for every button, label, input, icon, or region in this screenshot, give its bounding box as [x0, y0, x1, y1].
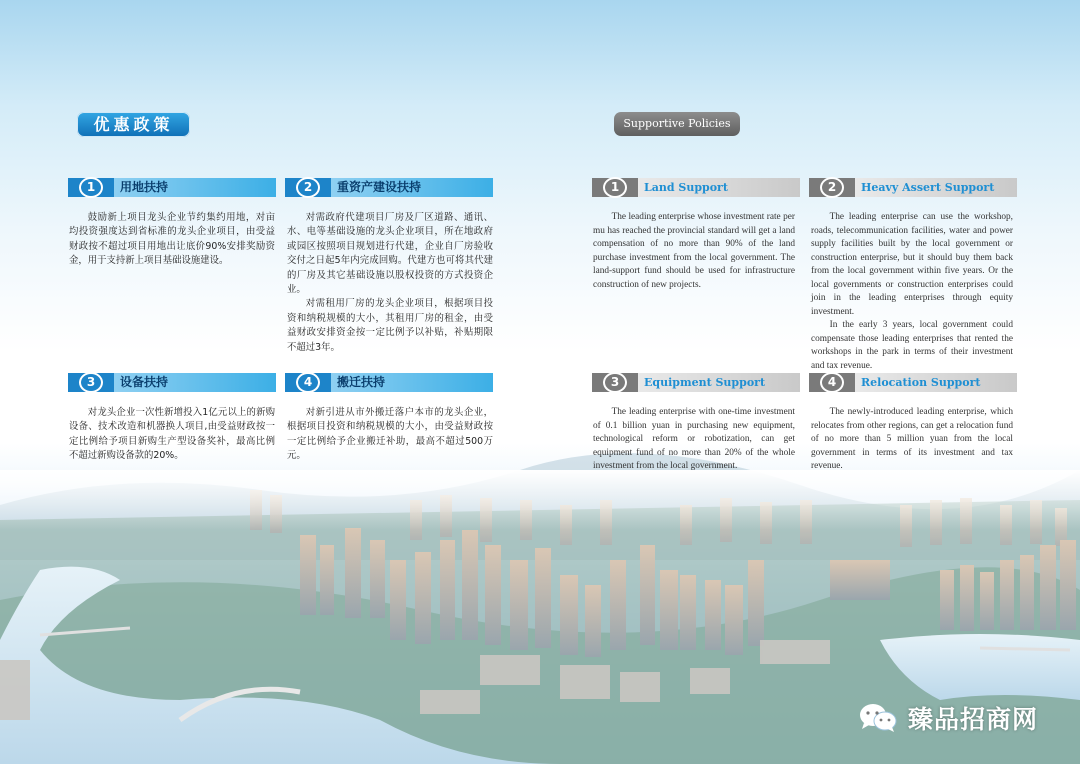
cn-section-3-title: 设备扶持	[114, 373, 276, 392]
en-section-3-number: 3	[592, 373, 638, 392]
en-section-4-body: The newly-introduced leading enterprise, which relocates from other regions, can get a relocation fund of no more than 5 million yuan from the local government in terms of its investment and tax revenue.	[811, 407, 1013, 471]
en-section-2-number: 2	[809, 178, 855, 197]
watermark-text: 臻品招商网	[908, 705, 1039, 734]
cn-section-4-header	[285, 373, 493, 392]
en-section-1-number: 1	[592, 178, 638, 197]
cn-section-2-header	[285, 178, 493, 197]
left-page-title-badge: 优惠政策	[77, 112, 190, 137]
en-section-3-body: The leading enterprise with one-time investment of 0.1 billion yuan in purchasing new equipment, technological reform or robotization, can get equipment fund of no more than 20% of the whole investment from the local government.	[593, 407, 795, 471]
en-section-4-header	[809, 373, 1017, 392]
en-section-2-title: Heavy Assert Support	[855, 178, 1017, 197]
cn-section-4-body: 对新引进从市外搬迁落户本市的龙头企业，根据项目投资和纳税规模的大小，由受益财政按一定比例给予企业搬迁补助，最高不超过500万元。	[287, 407, 493, 462]
cn-section-3-header	[68, 373, 276, 392]
cn-section-3-body: 对龙头企业一次性新增投入1亿元以上的新购设备、技术改造和机器换人项目,由受益财政按一定比例给予项目新购生产型设备奖补，最高比例不超过新购设备款的20%。	[69, 407, 275, 462]
cn-section-2-title: 重资产建设扶持	[331, 178, 493, 197]
cn-section-1-body: 鼓励新上项目龙头企业节约集约用地，对亩均投资强度达到省标准的龙头企业项目，由受益财政按不超过项目用地出让底价90%安排奖励资金，用于支持新上项目基础设施建设。	[69, 212, 275, 267]
right-page-title-badge: Supportive Policies	[614, 112, 740, 136]
en-section-4-number: 4	[809, 373, 855, 392]
cn-section-4-number: 4	[285, 373, 331, 392]
en-section-3-title: Equipment Support	[638, 373, 800, 392]
en-section-1-body: The leading enterprise whose investment rate per mu has reached the provincial standard will get a land compensation of no more than 90% of the land purchase investment from the local government. The land-support fund should be used for infrastructure construction of new projects.	[593, 212, 795, 290]
cn-section-4-title: 搬迁扶持	[331, 373, 493, 392]
en-section-2-header	[809, 178, 1017, 197]
cn-section-2-body: 对需政府代建项目厂房及厂区道路、通讯、水、电等基础设施的龙头企业项目，所在地政府或园区按照项目规划进行代建，企业自厂房验收交付之日起5年内完成回购。代建方也可将其代建的厂房及其它基础设施以股权投资的方式投资企业。 对需租用厂房的龙头企业项目，根据项目投资和纳税规模的大小，其租用厂房的租金，由受益财政安排资金按一定比例予以补贴，补贴期限不超过3年。	[287, 212, 493, 353]
en-section-1-title: Land Support	[638, 178, 800, 197]
cn-section-1-number: 1	[68, 178, 114, 197]
cn-section-2-number: 2	[285, 178, 331, 197]
en-section-3-header	[592, 373, 800, 392]
en-section-4-title: Relocation Support	[855, 373, 1017, 392]
en-section-2-body: The leading enterprise can use the workshop, roads, telecommunication facilities, water and power supply facilities built by the local government or construction enterprise, but it should buy them back from the local government within five years. Or the local governments or construction enterprises could join in the leading enterprises through equity investment. In the early 3 years, local government could compensate those leading enterprises that rented the workshops in the park in terms of their investment and tax revenue.	[811, 212, 1013, 371]
wechat-icon	[858, 702, 898, 734]
cn-section-1-header	[68, 178, 276, 197]
cn-section-3-number: 3	[68, 373, 114, 392]
en-section-1-header	[592, 178, 800, 197]
watermark	[858, 700, 1038, 736]
cn-section-1-title: 用地扶持	[114, 178, 276, 197]
